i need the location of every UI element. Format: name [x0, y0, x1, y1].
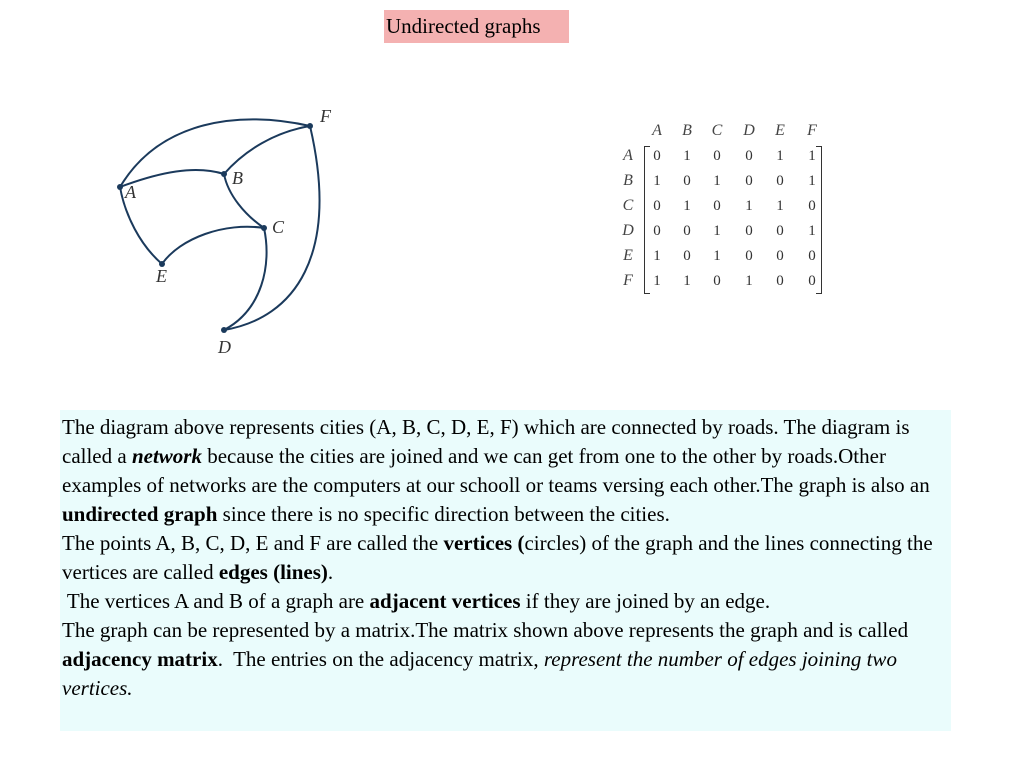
- edge-b-c: [224, 174, 264, 228]
- matrix-cell: 1: [745, 198, 753, 214]
- matrix-cell: 1: [653, 273, 661, 289]
- term-adjacent-vertices: adjacent vertices: [369, 589, 521, 613]
- vertex-label-f: F: [320, 106, 331, 126]
- matrix-row-label: A: [623, 147, 633, 164]
- vertex-f: [307, 123, 313, 129]
- paragraph-adjacent: [62, 587, 951, 616]
- matrix-cell: 0: [683, 173, 691, 189]
- matrix-cell: 0: [808, 198, 816, 214]
- matrix-row-label: E: [623, 247, 633, 264]
- text-run: The vertices A and B of a graph are: [62, 589, 370, 613]
- slide-title: Undirected graphs: [384, 10, 569, 43]
- term-network: network: [131, 444, 202, 468]
- matrix-cell: 1: [653, 173, 661, 189]
- matrix-cell: 0: [776, 273, 784, 289]
- matrix-cell: 0: [745, 148, 753, 164]
- matrix-col-label: F: [807, 122, 817, 139]
- text-run: The points A, B, C, D, E and F are called the: [62, 531, 444, 555]
- matrix-caption-cropped: [664, 309, 794, 313]
- vertex-label-e: E: [156, 266, 167, 286]
- matrix-cell: 1: [808, 148, 816, 164]
- matrix-col-label: C: [711, 122, 723, 139]
- matrix-cell: 1: [713, 173, 721, 189]
- matrix-cell: 1: [683, 198, 691, 214]
- paragraph-matrix: [62, 616, 951, 703]
- matrix-col-label: E: [775, 122, 785, 139]
- term-edges: edges (lines): [218, 560, 328, 584]
- matrix-cell: 0: [713, 273, 721, 289]
- text-run: circles) of the graph and the lines connecting the vertices are called: [62, 531, 933, 584]
- matrix-left-bracket: [644, 146, 650, 294]
- vertex-d: [221, 327, 227, 333]
- matrix-row-label: F: [623, 272, 633, 289]
- matrix-cell: 1: [713, 248, 721, 264]
- term-adjacency-matrix: adjacency matrix: [62, 647, 218, 671]
- text-run: The graph can be represented by a matrix.The matrix shown above represents the graph and is called: [62, 618, 919, 642]
- matrix-row-label: B: [623, 172, 633, 189]
- vertex-label-d: D: [218, 337, 231, 357]
- term-vertices: vertices (: [443, 531, 525, 555]
- text-run: .: [327, 560, 334, 584]
- matrix-cell: 1: [776, 148, 784, 164]
- text-run: The diagram above represents cities (A, B, C, D, E, F) which are connected by roads. The diagram is called a: [62, 415, 910, 468]
- text-run: because the cities are joined and we can get from one to the other by roads.Other examples of networks are the computers at our schooll or teams versing each other.The graph is also an: [62, 444, 930, 497]
- edge-c-e: [162, 227, 264, 264]
- vertex-label-a: A: [125, 182, 136, 202]
- matrix-cell: 0: [653, 148, 661, 164]
- matrix-cell: 0: [776, 223, 784, 239]
- network-graph: [0, 0, 420, 380]
- matrix-col-label: B: [682, 122, 692, 139]
- explanation-text: [60, 410, 951, 731]
- vertex-a: [117, 184, 123, 190]
- text-run: . The entries on the adjacency matrix,: [217, 647, 544, 671]
- matrix-col-label: A: [652, 122, 662, 139]
- matrix-cell: 0: [808, 248, 816, 264]
- matrix-cell: 0: [776, 248, 784, 264]
- matrix-cell: 0: [653, 198, 661, 214]
- matrix-cell: 0: [683, 223, 691, 239]
- matrix-cell: 1: [808, 173, 816, 189]
- matrix-cell: 0: [745, 248, 753, 264]
- paragraph-vertices-edges: [62, 529, 951, 587]
- matrix-cell: 0: [713, 148, 721, 164]
- matrix-cell: 0: [745, 173, 753, 189]
- matrix-row-label: D: [622, 222, 634, 239]
- matrix-cell: 1: [745, 273, 753, 289]
- matrix-cell: 0: [683, 248, 691, 264]
- text-run: since there is no specific direction between the cities.: [217, 502, 670, 526]
- matrix-cell: 1: [653, 248, 661, 264]
- matrix-cell: 1: [683, 148, 691, 164]
- adjacency-matrix: [616, 118, 836, 318]
- edge-c-d: [224, 228, 267, 330]
- matrix-cell: 0: [653, 223, 661, 239]
- edge-b-f: [224, 126, 310, 174]
- vertex-label-b: B: [232, 168, 243, 188]
- matrix-cell: 0: [745, 223, 753, 239]
- matrix-cell: 0: [713, 198, 721, 214]
- matrix-cell: 1: [713, 223, 721, 239]
- matrix-col-label: D: [743, 122, 755, 139]
- matrix-cell: 0: [776, 173, 784, 189]
- matrix-cell: 1: [808, 223, 816, 239]
- vertex-c: [261, 225, 267, 231]
- text-run: if they are joined by an edge.: [520, 589, 771, 613]
- paragraph-network: [62, 413, 951, 529]
- matrix-row-label: C: [622, 197, 634, 214]
- matrix-cell: 1: [683, 273, 691, 289]
- matrix-right-bracket: [816, 146, 822, 294]
- matrix-cell: 1: [776, 198, 784, 214]
- vertex-label-c: C: [272, 217, 285, 237]
- matrix-cell: 0: [808, 273, 816, 289]
- term-undirected-graph: undirected graph: [62, 502, 218, 526]
- vertex-b: [221, 171, 227, 177]
- italic-definition: represent the number of edges joining two vertices.: [62, 647, 897, 700]
